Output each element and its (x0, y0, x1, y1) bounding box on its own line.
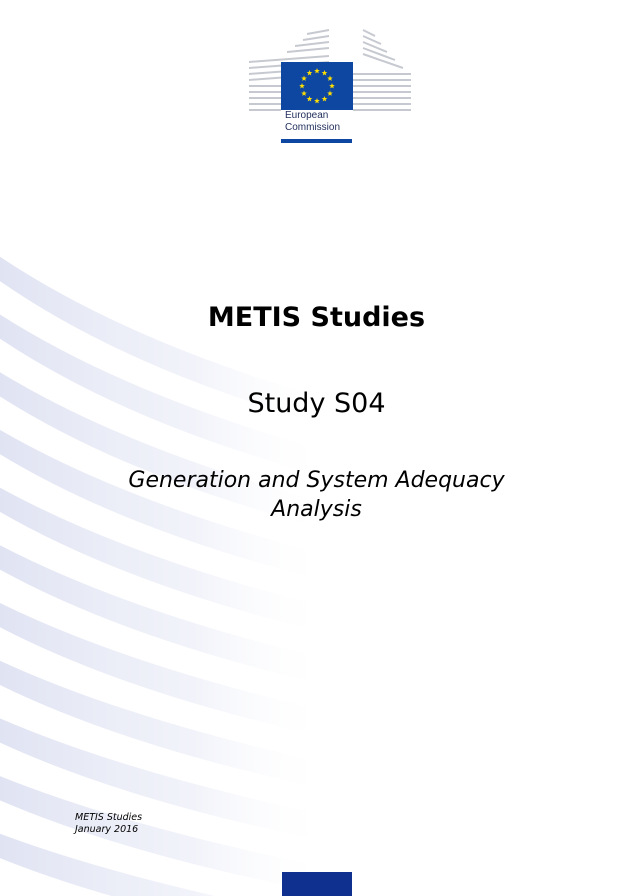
footer-info (75, 812, 142, 836)
logo-underline (281, 139, 352, 143)
document-title: METIS Studies (207, 302, 426, 333)
logo-line-european: European (285, 110, 329, 121)
subtitle-line-1: Generation and System Adequacy (128, 468, 505, 493)
bottom-blue-bar (282, 872, 352, 896)
footer-series: METIS Studies (75, 812, 143, 823)
logo-line-commission: Commission (285, 122, 341, 133)
study-number: Study S04 (247, 388, 386, 419)
footer-date: January 2016 (75, 824, 139, 835)
document-subtitle (100, 466, 533, 524)
logo-wordmark (285, 110, 340, 134)
subtitle-line-2: Analysis (271, 497, 362, 522)
